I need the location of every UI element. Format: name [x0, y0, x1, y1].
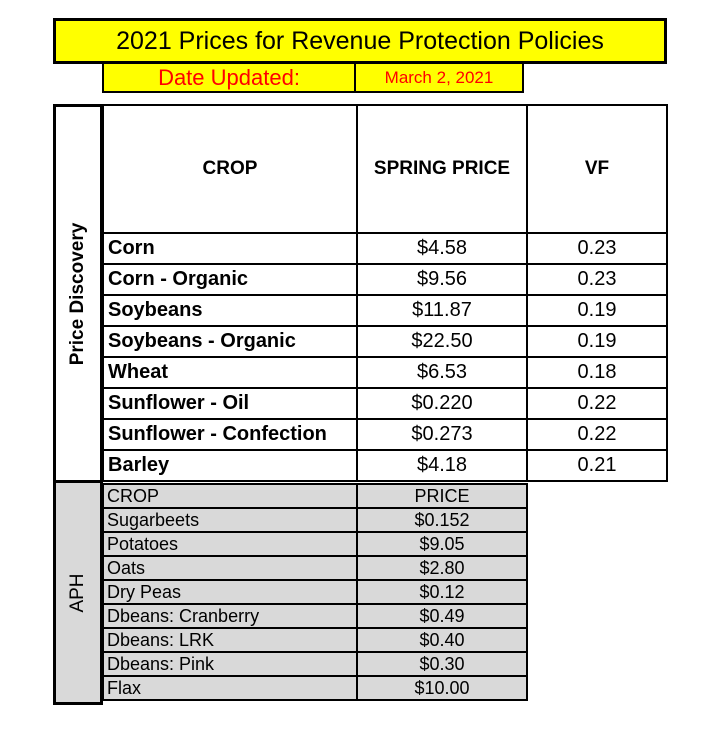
vf-cell: 0.21 [527, 450, 667, 481]
aph-crop-cell: Dbeans: Pink [103, 652, 357, 676]
vf-header: VF [527, 105, 667, 233]
aph-table [102, 483, 528, 701]
aph-price-cell: $0.152 [357, 508, 527, 532]
crop-cell: Sunflower - Confection [103, 419, 357, 450]
table-row [103, 676, 527, 700]
table-row [103, 326, 667, 357]
table-row [103, 419, 667, 450]
table-row [103, 652, 527, 676]
aph-side-label: APH [67, 572, 88, 613]
aph-crop-header: CROP [103, 484, 357, 508]
aph-crop-cell: Sugarbeets [103, 508, 357, 532]
table-row [103, 295, 667, 326]
table-row [103, 357, 667, 388]
vf-cell: 0.18 [527, 357, 667, 388]
date-row [102, 64, 524, 93]
vf-cell: 0.23 [527, 233, 667, 264]
crop-cell: Soybeans [103, 295, 357, 326]
price-discovery-table [102, 104, 668, 482]
aph-header-row [103, 484, 527, 508]
aph-price-cell: $0.49 [357, 604, 527, 628]
aph-price-cell: $0.30 [357, 652, 527, 676]
crop-cell: Soybeans - Organic [103, 326, 357, 357]
table-row [103, 264, 667, 295]
spring-price-cell: $4.58 [357, 233, 527, 264]
spring-price-cell: $0.273 [357, 419, 527, 450]
crop-cell: Barley [103, 450, 357, 481]
vf-cell: 0.23 [527, 264, 667, 295]
table-row [103, 604, 527, 628]
crop-cell: Wheat [103, 357, 357, 388]
table-row [103, 388, 667, 419]
crop-header: CROP [103, 105, 357, 233]
aph-price-cell: $10.00 [357, 676, 527, 700]
spring-price-cell: $22.50 [357, 326, 527, 357]
spring-price-header: SPRING PRICE [357, 105, 527, 233]
date-updated-value: March 2, 2021 [354, 64, 524, 93]
aph-price-cell: $0.40 [357, 628, 527, 652]
vf-cell: 0.22 [527, 388, 667, 419]
spring-price-cell: $4.18 [357, 450, 527, 481]
price-discovery-header-row [103, 105, 667, 233]
aph-crop-cell: Dry Peas [103, 580, 357, 604]
aph-crop-cell: Dbeans: LRK [103, 628, 357, 652]
aph-crop-cell: Potatoes [103, 532, 357, 556]
vf-cell: 0.19 [527, 326, 667, 357]
spring-price-cell: $9.56 [357, 264, 527, 295]
crop-cell: Sunflower - Oil [103, 388, 357, 419]
aph-side-panel [53, 483, 103, 705]
table-row [103, 508, 527, 532]
table-row [103, 628, 527, 652]
table-row [103, 532, 527, 556]
crop-cell: Corn [103, 233, 357, 264]
table-row [103, 580, 527, 604]
table-row [103, 233, 667, 264]
table-row [103, 556, 527, 580]
spring-price-cell: $0.220 [357, 388, 527, 419]
price-discovery-side-panel [53, 104, 103, 483]
table-row [103, 450, 667, 481]
date-updated-label: Date Updated: [102, 64, 356, 93]
aph-price-cell: $2.80 [357, 556, 527, 580]
price-discovery-side-label: Price Discovery [67, 222, 88, 365]
aph-crop-cell: Flax [103, 676, 357, 700]
spring-price-cell: $11.87 [357, 295, 527, 326]
aph-price-cell: $0.12 [357, 580, 527, 604]
page-title: 2021 Prices for Revenue Protection Policies [53, 18, 667, 64]
crop-cell: Corn - Organic [103, 264, 357, 295]
aph-crop-cell: Dbeans: Cranberry [103, 604, 357, 628]
aph-crop-cell: Oats [103, 556, 357, 580]
vf-cell: 0.22 [527, 419, 667, 450]
aph-price-header: PRICE [357, 484, 527, 508]
spring-price-cell: $6.53 [357, 357, 527, 388]
aph-price-cell: $9.05 [357, 532, 527, 556]
vf-cell: 0.19 [527, 295, 667, 326]
